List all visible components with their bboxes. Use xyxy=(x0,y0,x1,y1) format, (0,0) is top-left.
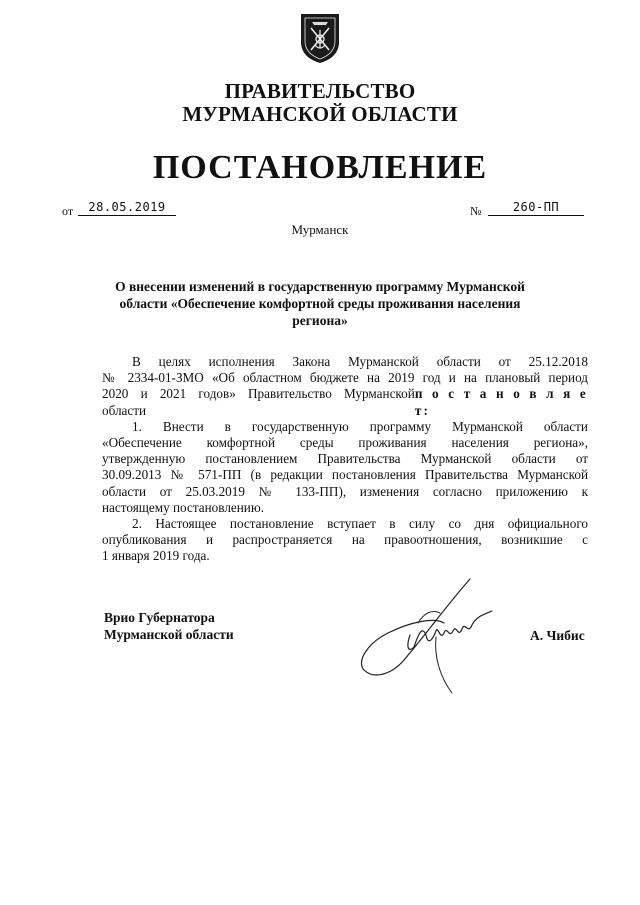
body-text xyxy=(102,354,588,565)
document-subject xyxy=(100,278,540,329)
decree-word: п о с т а н о в л я е т: xyxy=(414,386,588,418)
subject-line-2: области «Обеспечение комфортной среды проживания населения xyxy=(119,296,521,311)
preamble-line-2: № 2334-01-ЗМО «Об областном бюджете на 2019 год и на плановый период xyxy=(102,370,588,386)
item2-line-1: 2. Настоящее постановление вступает в силу со дня официального xyxy=(132,516,588,532)
city: Мурманск xyxy=(291,222,349,237)
signatory-position xyxy=(104,609,234,643)
item1-line-5: области от 25.03.2019 № 133-ПП), изменения согласно приложению к xyxy=(102,483,588,499)
handwritten-signature-icon xyxy=(352,575,522,695)
document-date: 28.05.2019 xyxy=(78,200,176,216)
preamble-line-1: В целях исполнения Закона Мурманской области от 25.12.2018 xyxy=(132,354,588,369)
signatory-position-line-2: Мурманской области xyxy=(104,627,234,642)
item1-line-4: 30.09.2013 № 571-ПП (в редакции постановления Правительства Мурманской xyxy=(102,467,588,483)
signatory-name: А. Чибис xyxy=(530,628,585,643)
document-type-title: ПОСТАНОВЛЕНИЕ xyxy=(152,149,488,186)
subject-line-3: региона» xyxy=(292,313,348,328)
coat-of-arms-icon xyxy=(299,12,341,64)
preamble-line-3 xyxy=(102,386,588,418)
date-prefix: от xyxy=(62,204,74,218)
item1-line-1: 1. Внести в государственную программу Мурманской области xyxy=(132,418,588,434)
org-name-line-2: МУРМАНСКОЙ ОБЛАСТИ xyxy=(182,102,458,126)
item1-line-2: «Обеспечение комфортной среды проживания населения региона», xyxy=(102,435,588,451)
org-name-line-1: ПРАВИТЕЛЬСТВО xyxy=(224,79,416,103)
item1-line-6: настоящему постановлению. xyxy=(102,499,265,515)
item2-line-2: опубликования и распространяется на правоотношения, возникшие с xyxy=(102,532,588,548)
subject-line-1: О внесении изменений в государственную программу Мурманской xyxy=(115,279,525,294)
number-prefix: № xyxy=(470,204,482,218)
item1-line-3: утвержденную постановлением Правительства Мурманской области от xyxy=(102,451,588,467)
preamble-line-3-text: 2020 и 2021 годов» Правительство Мурманской области xyxy=(102,386,415,418)
document-number: 260-ПП xyxy=(488,200,584,216)
signatory-position-line-1: Врио Губернатора xyxy=(104,610,215,625)
item2-line-3: 1 января 2019 года. xyxy=(102,548,210,564)
